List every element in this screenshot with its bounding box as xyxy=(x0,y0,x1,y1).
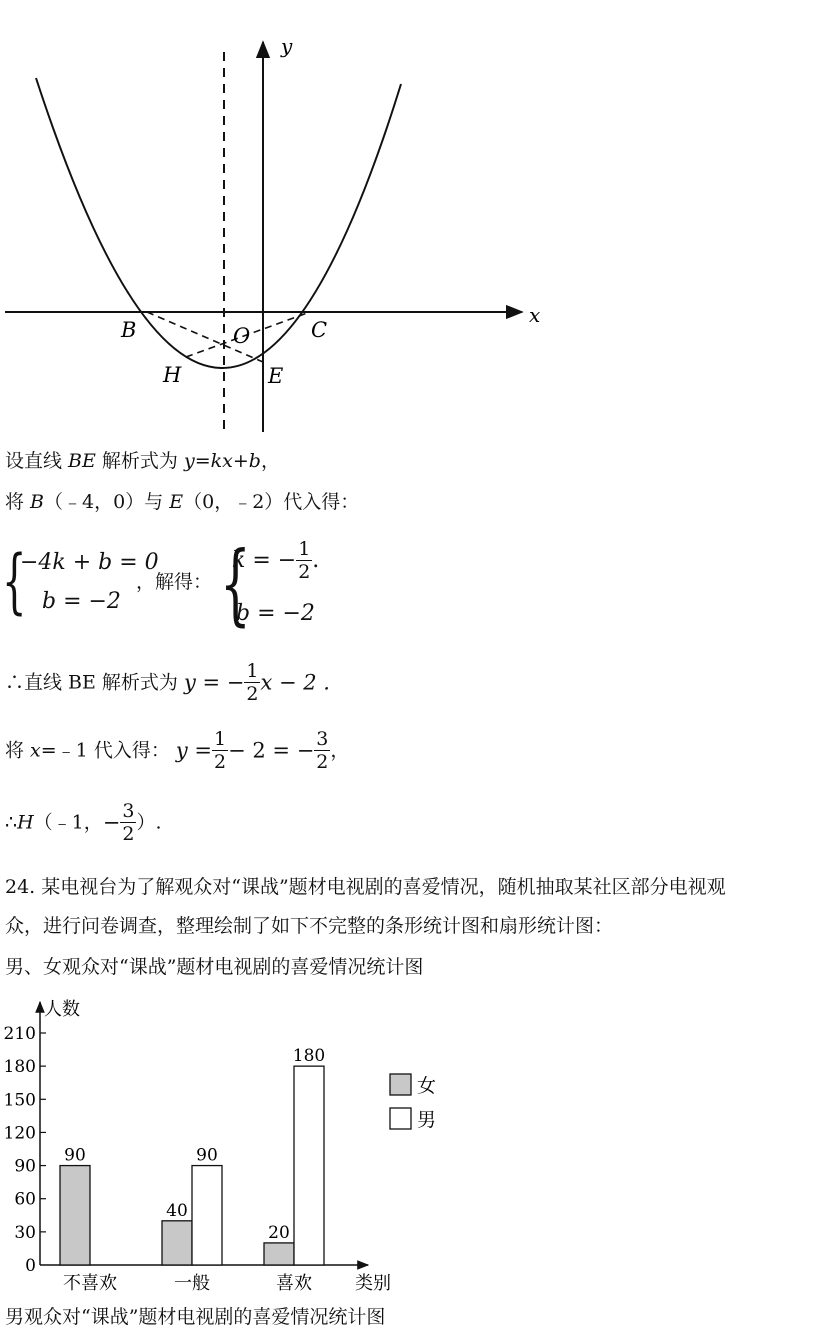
bar-chart xyxy=(0,985,470,1295)
point-e-label: E xyxy=(268,364,284,388)
legend-label: 女 xyxy=(417,1075,437,1097)
y-tick-label: 150 xyxy=(3,1090,36,1111)
x-axis-label: x xyxy=(529,303,541,327)
bottom-caption: 男观众对“课战”题材电视剧的喜爱情况统计图 xyxy=(5,1306,386,1328)
system1-eq1: −4k + b = 0 xyxy=(20,550,159,575)
bar-value-label: 90 xyxy=(196,1145,218,1166)
point-b-label: B xyxy=(121,318,137,342)
legend-swatch xyxy=(390,1074,411,1095)
bar-value-label: 40 xyxy=(166,1200,188,1221)
parabola-graph xyxy=(0,0,560,440)
bar-female xyxy=(60,1166,90,1265)
x-category-label: 喜欢 xyxy=(276,1273,312,1294)
system1-eq2: b = −2 xyxy=(42,589,121,614)
solution-line-1: 设直线 BE 解析式为 y=kx+b， xyxy=(5,450,280,472)
x-category-label: 一般 xyxy=(174,1273,210,1294)
system2-eq2: b = −2 xyxy=(236,601,315,626)
parabola-curve xyxy=(36,78,401,368)
point-c-label: C xyxy=(311,318,328,342)
bar-value-label: 20 xyxy=(268,1222,290,1243)
bar-male xyxy=(294,1066,324,1265)
solution-line-4: ∴直线 BE 解析式为 y = − $\frac{1}{2}$ x − 2 . xyxy=(5,660,330,705)
solve-text: ，解得： xyxy=(136,571,213,593)
bar-value-label: 90 xyxy=(64,1145,86,1166)
problem-24-line-2: 众，进行问卷调查，整理绘制了如下不完整的条形统计图和扇形统计图： xyxy=(5,915,614,937)
y-tick-label: 0 xyxy=(25,1256,36,1276)
y-tick-label: 210 xyxy=(3,1024,36,1044)
system2-eq1: k = − $\frac{1}{2}$ . xyxy=(232,538,320,583)
y-tick-label: 90 xyxy=(14,1156,36,1177)
x-axis-title: 类别 xyxy=(355,1273,391,1294)
y-tick-label: 60 xyxy=(14,1189,36,1210)
legend-swatch xyxy=(390,1108,411,1129)
y-axis-title: 人数 xyxy=(44,999,80,1020)
y-tick-label: 180 xyxy=(3,1057,36,1078)
bar-male xyxy=(192,1166,222,1265)
y-tick-label: 120 xyxy=(3,1123,36,1144)
system-brace-2: { xyxy=(220,532,251,635)
y-tick-label: 30 xyxy=(14,1222,36,1243)
y-axis-label: y xyxy=(281,34,293,58)
problem-24-line-1: 24. 某电视台为了解观众对“课战”题材电视剧的喜爱情况，随机抽取某社区部分电视观 xyxy=(5,876,726,898)
point-h-label: H xyxy=(163,363,182,387)
solution-line-6: ∴H（﹣1，− $\frac{3}{2}$ ）. xyxy=(5,800,162,845)
bar-female xyxy=(264,1243,294,1265)
bar-value-label: 180 xyxy=(292,1046,326,1067)
bar-female xyxy=(162,1221,192,1265)
x-category-label: 不喜欢 xyxy=(63,1273,117,1294)
legend-label: 男 xyxy=(417,1109,437,1131)
solution-line-5: 将 x=﹣1 代入得： y = $\frac{1}{2}$ − 2 = − $\frac{3}{2}$ ， xyxy=(5,728,350,773)
chart-title: 男、女观众对“课战”题材电视剧的喜爱情况统计图 xyxy=(5,956,424,978)
point-o-label: O xyxy=(233,324,251,348)
system-brace-1: { xyxy=(2,540,27,622)
solution-line-2: 将 B（﹣4，0）与 E（0，﹣2）代入得： xyxy=(5,491,360,513)
